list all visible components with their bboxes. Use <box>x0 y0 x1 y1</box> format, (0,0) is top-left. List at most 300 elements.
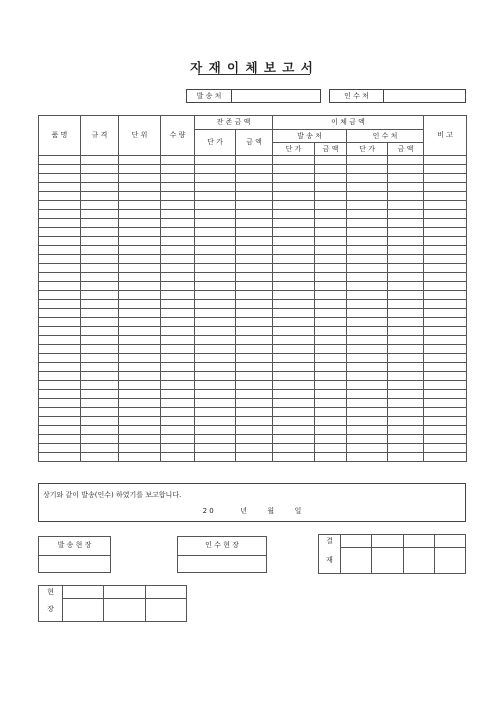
table-cell[interactable] <box>315 336 347 345</box>
table-cell[interactable] <box>81 309 119 318</box>
table-cell[interactable] <box>347 264 388 273</box>
site-sign-2[interactable] <box>104 599 145 622</box>
table-cell[interactable] <box>347 174 388 183</box>
table-cell[interactable] <box>273 444 315 453</box>
table-cell[interactable] <box>39 273 81 282</box>
table-cell[interactable] <box>81 183 119 192</box>
table-cell[interactable] <box>315 372 347 381</box>
table-cell[interactable] <box>347 354 388 363</box>
table-cell[interactable] <box>161 273 195 282</box>
table-cell[interactable] <box>347 183 388 192</box>
table-cell[interactable] <box>388 246 424 255</box>
table-cell[interactable] <box>195 255 236 264</box>
table-cell[interactable] <box>39 408 81 417</box>
table-cell[interactable] <box>236 156 273 165</box>
table-cell[interactable] <box>273 219 315 228</box>
table-cell[interactable] <box>161 264 195 273</box>
table-cell[interactable] <box>273 228 315 237</box>
table-cell[interactable] <box>315 246 347 255</box>
table-cell[interactable] <box>236 345 273 354</box>
table-cell[interactable] <box>347 381 388 390</box>
table-cell[interactable] <box>195 282 236 291</box>
table-cell[interactable] <box>273 336 315 345</box>
table-cell[interactable] <box>347 255 388 264</box>
table-cell[interactable] <box>315 174 347 183</box>
table-cell[interactable] <box>195 201 236 210</box>
table-cell[interactable] <box>39 264 81 273</box>
table-cell[interactable] <box>347 417 388 426</box>
table-cell[interactable] <box>424 417 467 426</box>
table-cell[interactable] <box>347 192 388 201</box>
table-cell[interactable] <box>161 192 195 201</box>
table-cell[interactable] <box>273 345 315 354</box>
table-cell[interactable] <box>161 426 195 435</box>
table-cell[interactable] <box>161 237 195 246</box>
table-cell[interactable] <box>388 372 424 381</box>
table-cell[interactable] <box>315 273 347 282</box>
table-cell[interactable] <box>195 309 236 318</box>
table-cell[interactable] <box>39 318 81 327</box>
table-cell[interactable] <box>39 300 81 309</box>
table-cell[interactable] <box>424 363 467 372</box>
table-cell[interactable] <box>315 165 347 174</box>
table-cell[interactable] <box>195 426 236 435</box>
table-cell[interactable] <box>388 390 424 399</box>
table-cell[interactable] <box>236 444 273 453</box>
table-cell[interactable] <box>195 237 236 246</box>
table-cell[interactable] <box>195 345 236 354</box>
table-cell[interactable] <box>119 453 161 462</box>
table-cell[interactable] <box>315 345 347 354</box>
table-cell[interactable] <box>315 444 347 453</box>
table-cell[interactable] <box>388 228 424 237</box>
table-cell[interactable] <box>119 165 161 174</box>
table-cell[interactable] <box>81 327 119 336</box>
table-cell[interactable] <box>273 174 315 183</box>
table-cell[interactable] <box>236 273 273 282</box>
table-cell[interactable] <box>424 381 467 390</box>
table-cell[interactable] <box>315 417 347 426</box>
table-cell[interactable] <box>347 273 388 282</box>
table-cell[interactable] <box>273 192 315 201</box>
table-cell[interactable] <box>273 399 315 408</box>
table-cell[interactable] <box>81 453 119 462</box>
table-cell[interactable] <box>119 219 161 228</box>
table-cell[interactable] <box>195 183 236 192</box>
table-cell[interactable] <box>81 282 119 291</box>
table-cell[interactable] <box>195 354 236 363</box>
table-cell[interactable] <box>315 408 347 417</box>
table-cell[interactable] <box>273 372 315 381</box>
table-cell[interactable] <box>347 219 388 228</box>
table-cell[interactable] <box>273 354 315 363</box>
table-cell[interactable] <box>81 174 119 183</box>
table-cell[interactable] <box>81 165 119 174</box>
table-cell[interactable] <box>119 435 161 444</box>
table-cell[interactable] <box>81 417 119 426</box>
table-cell[interactable] <box>195 165 236 174</box>
table-cell[interactable] <box>273 255 315 264</box>
table-cell[interactable] <box>424 318 467 327</box>
table-cell[interactable] <box>161 183 195 192</box>
table-cell[interactable] <box>119 381 161 390</box>
table-cell[interactable] <box>388 435 424 444</box>
table-cell[interactable] <box>315 183 347 192</box>
table-cell[interactable] <box>315 237 347 246</box>
table-cell[interactable] <box>81 246 119 255</box>
table-cell[interactable] <box>315 354 347 363</box>
table-cell[interactable] <box>236 372 273 381</box>
table-cell[interactable] <box>236 165 273 174</box>
table-cell[interactable] <box>81 408 119 417</box>
table-cell[interactable] <box>39 363 81 372</box>
table-cell[interactable] <box>119 417 161 426</box>
table-cell[interactable] <box>39 291 81 300</box>
table-cell[interactable] <box>347 201 388 210</box>
table-cell[interactable] <box>315 381 347 390</box>
table-cell[interactable] <box>315 291 347 300</box>
table-cell[interactable] <box>388 399 424 408</box>
table-cell[interactable] <box>81 192 119 201</box>
table-cell[interactable] <box>315 399 347 408</box>
table-cell[interactable] <box>236 309 273 318</box>
table-cell[interactable] <box>236 426 273 435</box>
table-cell[interactable] <box>39 201 81 210</box>
table-cell[interactable] <box>39 336 81 345</box>
table-cell[interactable] <box>236 174 273 183</box>
table-cell[interactable] <box>236 219 273 228</box>
table-cell[interactable] <box>81 201 119 210</box>
table-cell[interactable] <box>273 300 315 309</box>
table-cell[interactable] <box>388 327 424 336</box>
table-cell[interactable] <box>388 219 424 228</box>
table-cell[interactable] <box>195 363 236 372</box>
receiver-field[interactable] <box>383 89 466 103</box>
table-cell[interactable] <box>195 291 236 300</box>
table-cell[interactable] <box>195 417 236 426</box>
table-cell[interactable] <box>236 300 273 309</box>
table-cell[interactable] <box>39 183 81 192</box>
table-cell[interactable] <box>39 228 81 237</box>
table-cell[interactable] <box>424 345 467 354</box>
table-cell[interactable] <box>119 309 161 318</box>
table-cell[interactable] <box>236 453 273 462</box>
table-cell[interactable] <box>388 381 424 390</box>
table-cell[interactable] <box>315 300 347 309</box>
table-cell[interactable] <box>81 255 119 264</box>
table-cell[interactable] <box>315 426 347 435</box>
table-cell[interactable] <box>161 408 195 417</box>
table-cell[interactable] <box>195 336 236 345</box>
table-cell[interactable] <box>119 318 161 327</box>
table-cell[interactable] <box>195 228 236 237</box>
table-cell[interactable] <box>161 435 195 444</box>
table-cell[interactable] <box>161 309 195 318</box>
table-cell[interactable] <box>347 309 388 318</box>
table-cell[interactable] <box>81 354 119 363</box>
table-cell[interactable] <box>236 435 273 444</box>
table-cell[interactable] <box>273 246 315 255</box>
table-cell[interactable] <box>315 255 347 264</box>
table-cell[interactable] <box>119 264 161 273</box>
table-cell[interactable] <box>388 300 424 309</box>
table-cell[interactable] <box>388 156 424 165</box>
table-cell[interactable] <box>273 183 315 192</box>
table-cell[interactable] <box>39 246 81 255</box>
table-cell[interactable] <box>195 246 236 255</box>
table-cell[interactable] <box>39 444 81 453</box>
table-cell[interactable] <box>39 165 81 174</box>
table-cell[interactable] <box>81 381 119 390</box>
table-cell[interactable] <box>119 345 161 354</box>
table-cell[interactable] <box>39 399 81 408</box>
table-cell[interactable] <box>39 210 81 219</box>
table-cell[interactable] <box>39 219 81 228</box>
table-cell[interactable] <box>39 381 81 390</box>
table-cell[interactable] <box>273 201 315 210</box>
table-cell[interactable] <box>161 156 195 165</box>
table-cell[interactable] <box>161 453 195 462</box>
table-cell[interactable] <box>161 201 195 210</box>
table-cell[interactable] <box>347 228 388 237</box>
table-cell[interactable] <box>81 336 119 345</box>
table-cell[interactable] <box>273 426 315 435</box>
table-cell[interactable] <box>315 264 347 273</box>
table-cell[interactable] <box>424 282 467 291</box>
table-cell[interactable] <box>388 291 424 300</box>
table-cell[interactable] <box>315 318 347 327</box>
table-cell[interactable] <box>119 408 161 417</box>
table-cell[interactable] <box>273 156 315 165</box>
table-cell[interactable] <box>236 282 273 291</box>
table-cell[interactable] <box>315 228 347 237</box>
table-cell[interactable] <box>119 237 161 246</box>
table-cell[interactable] <box>388 237 424 246</box>
table-cell[interactable] <box>119 300 161 309</box>
table-cell[interactable] <box>424 372 467 381</box>
site-sign-1[interactable] <box>63 599 104 622</box>
table-cell[interactable] <box>195 192 236 201</box>
table-cell[interactable] <box>347 372 388 381</box>
table-cell[interactable] <box>39 192 81 201</box>
table-cell[interactable] <box>347 390 388 399</box>
table-cell[interactable] <box>39 174 81 183</box>
table-cell[interactable] <box>424 390 467 399</box>
site-sign-3[interactable] <box>145 599 186 622</box>
table-cell[interactable] <box>39 345 81 354</box>
table-cell[interactable] <box>195 444 236 453</box>
table-cell[interactable] <box>273 381 315 390</box>
table-cell[interactable] <box>347 453 388 462</box>
table-cell[interactable] <box>424 246 467 255</box>
table-cell[interactable] <box>81 300 119 309</box>
table-cell[interactable] <box>81 273 119 282</box>
table-cell[interactable] <box>424 273 467 282</box>
table-cell[interactable] <box>81 318 119 327</box>
table-cell[interactable] <box>388 408 424 417</box>
table-cell[interactable] <box>273 408 315 417</box>
table-cell[interactable] <box>424 426 467 435</box>
table-cell[interactable] <box>195 435 236 444</box>
table-cell[interactable] <box>236 237 273 246</box>
table-cell[interactable] <box>424 336 467 345</box>
table-cell[interactable] <box>81 228 119 237</box>
table-cell[interactable] <box>161 318 195 327</box>
table-cell[interactable] <box>388 363 424 372</box>
table-cell[interactable] <box>273 453 315 462</box>
table-cell[interactable] <box>273 363 315 372</box>
table-cell[interactable] <box>236 183 273 192</box>
table-cell[interactable] <box>424 354 467 363</box>
table-cell[interactable] <box>388 174 424 183</box>
table-cell[interactable] <box>119 246 161 255</box>
table-cell[interactable] <box>39 309 81 318</box>
table-cell[interactable] <box>161 354 195 363</box>
table-cell[interactable] <box>119 156 161 165</box>
table-cell[interactable] <box>273 165 315 174</box>
table-cell[interactable] <box>424 300 467 309</box>
table-cell[interactable] <box>236 363 273 372</box>
table-cell[interactable] <box>273 318 315 327</box>
table-cell[interactable] <box>161 282 195 291</box>
table-cell[interactable] <box>161 345 195 354</box>
table-cell[interactable] <box>119 255 161 264</box>
table-cell[interactable] <box>347 237 388 246</box>
approval-sign-1[interactable] <box>341 548 372 574</box>
table-cell[interactable] <box>161 399 195 408</box>
table-cell[interactable] <box>424 264 467 273</box>
table-cell[interactable] <box>161 417 195 426</box>
table-cell[interactable] <box>424 165 467 174</box>
table-cell[interactable] <box>119 399 161 408</box>
table-cell[interactable] <box>161 210 195 219</box>
table-cell[interactable] <box>315 363 347 372</box>
table-cell[interactable] <box>315 156 347 165</box>
table-cell[interactable] <box>81 444 119 453</box>
table-cell[interactable] <box>424 228 467 237</box>
table-cell[interactable] <box>39 453 81 462</box>
table-cell[interactable] <box>81 237 119 246</box>
table-cell[interactable] <box>81 264 119 273</box>
table-cell[interactable] <box>388 210 424 219</box>
table-cell[interactable] <box>388 165 424 174</box>
table-cell[interactable] <box>81 345 119 354</box>
table-cell[interactable] <box>347 300 388 309</box>
table-cell[interactable] <box>315 282 347 291</box>
table-cell[interactable] <box>315 390 347 399</box>
table-cell[interactable] <box>39 354 81 363</box>
table-cell[interactable] <box>119 174 161 183</box>
table-cell[interactable] <box>119 183 161 192</box>
table-cell[interactable] <box>39 237 81 246</box>
table-cell[interactable] <box>273 282 315 291</box>
table-cell[interactable] <box>81 390 119 399</box>
table-cell[interactable] <box>236 228 273 237</box>
table-cell[interactable] <box>347 318 388 327</box>
table-cell[interactable] <box>347 282 388 291</box>
table-cell[interactable] <box>347 156 388 165</box>
table-cell[interactable] <box>39 372 81 381</box>
table-cell[interactable] <box>119 444 161 453</box>
table-cell[interactable] <box>195 210 236 219</box>
table-cell[interactable] <box>388 309 424 318</box>
table-cell[interactable] <box>236 255 273 264</box>
table-cell[interactable] <box>388 255 424 264</box>
table-cell[interactable] <box>161 444 195 453</box>
table-cell[interactable] <box>161 228 195 237</box>
table-cell[interactable] <box>161 291 195 300</box>
table-cell[interactable] <box>161 255 195 264</box>
table-cell[interactable] <box>195 372 236 381</box>
table-cell[interactable] <box>119 336 161 345</box>
table-cell[interactable] <box>273 237 315 246</box>
table-cell[interactable] <box>424 174 467 183</box>
table-cell[interactable] <box>195 219 236 228</box>
table-cell[interactable] <box>39 390 81 399</box>
table-cell[interactable] <box>273 273 315 282</box>
sender-field[interactable] <box>231 89 321 103</box>
table-cell[interactable] <box>273 417 315 426</box>
table-cell[interactable] <box>236 246 273 255</box>
table-cell[interactable] <box>236 291 273 300</box>
table-cell[interactable] <box>161 165 195 174</box>
table-cell[interactable] <box>388 426 424 435</box>
table-cell[interactable] <box>161 381 195 390</box>
table-cell[interactable] <box>388 318 424 327</box>
approval-sign-2[interactable] <box>372 548 403 574</box>
table-cell[interactable] <box>119 192 161 201</box>
table-cell[interactable] <box>347 291 388 300</box>
table-cell[interactable] <box>424 210 467 219</box>
table-cell[interactable] <box>119 228 161 237</box>
table-cell[interactable] <box>347 210 388 219</box>
table-cell[interactable] <box>81 156 119 165</box>
table-cell[interactable] <box>236 318 273 327</box>
table-cell[interactable] <box>119 363 161 372</box>
table-cell[interactable] <box>119 354 161 363</box>
table-cell[interactable] <box>81 210 119 219</box>
table-cell[interactable] <box>236 327 273 336</box>
table-cell[interactable] <box>424 399 467 408</box>
table-cell[interactable] <box>347 399 388 408</box>
table-cell[interactable] <box>119 282 161 291</box>
table-cell[interactable] <box>388 417 424 426</box>
table-cell[interactable] <box>424 219 467 228</box>
table-cell[interactable] <box>81 426 119 435</box>
table-cell[interactable] <box>236 192 273 201</box>
table-cell[interactable] <box>119 210 161 219</box>
table-cell[interactable] <box>39 417 81 426</box>
table-cell[interactable] <box>195 327 236 336</box>
table-cell[interactable] <box>195 408 236 417</box>
table-cell[interactable] <box>424 453 467 462</box>
table-cell[interactable] <box>81 363 119 372</box>
table-cell[interactable] <box>119 273 161 282</box>
table-cell[interactable] <box>195 381 236 390</box>
table-cell[interactable] <box>195 174 236 183</box>
table-cell[interactable] <box>161 336 195 345</box>
table-cell[interactable] <box>161 372 195 381</box>
table-cell[interactable] <box>347 408 388 417</box>
table-cell[interactable] <box>347 165 388 174</box>
table-cell[interactable] <box>424 255 467 264</box>
table-cell[interactable] <box>273 435 315 444</box>
table-cell[interactable] <box>81 372 119 381</box>
table-cell[interactable] <box>315 219 347 228</box>
table-cell[interactable] <box>161 219 195 228</box>
table-cell[interactable] <box>161 246 195 255</box>
table-cell[interactable] <box>424 408 467 417</box>
